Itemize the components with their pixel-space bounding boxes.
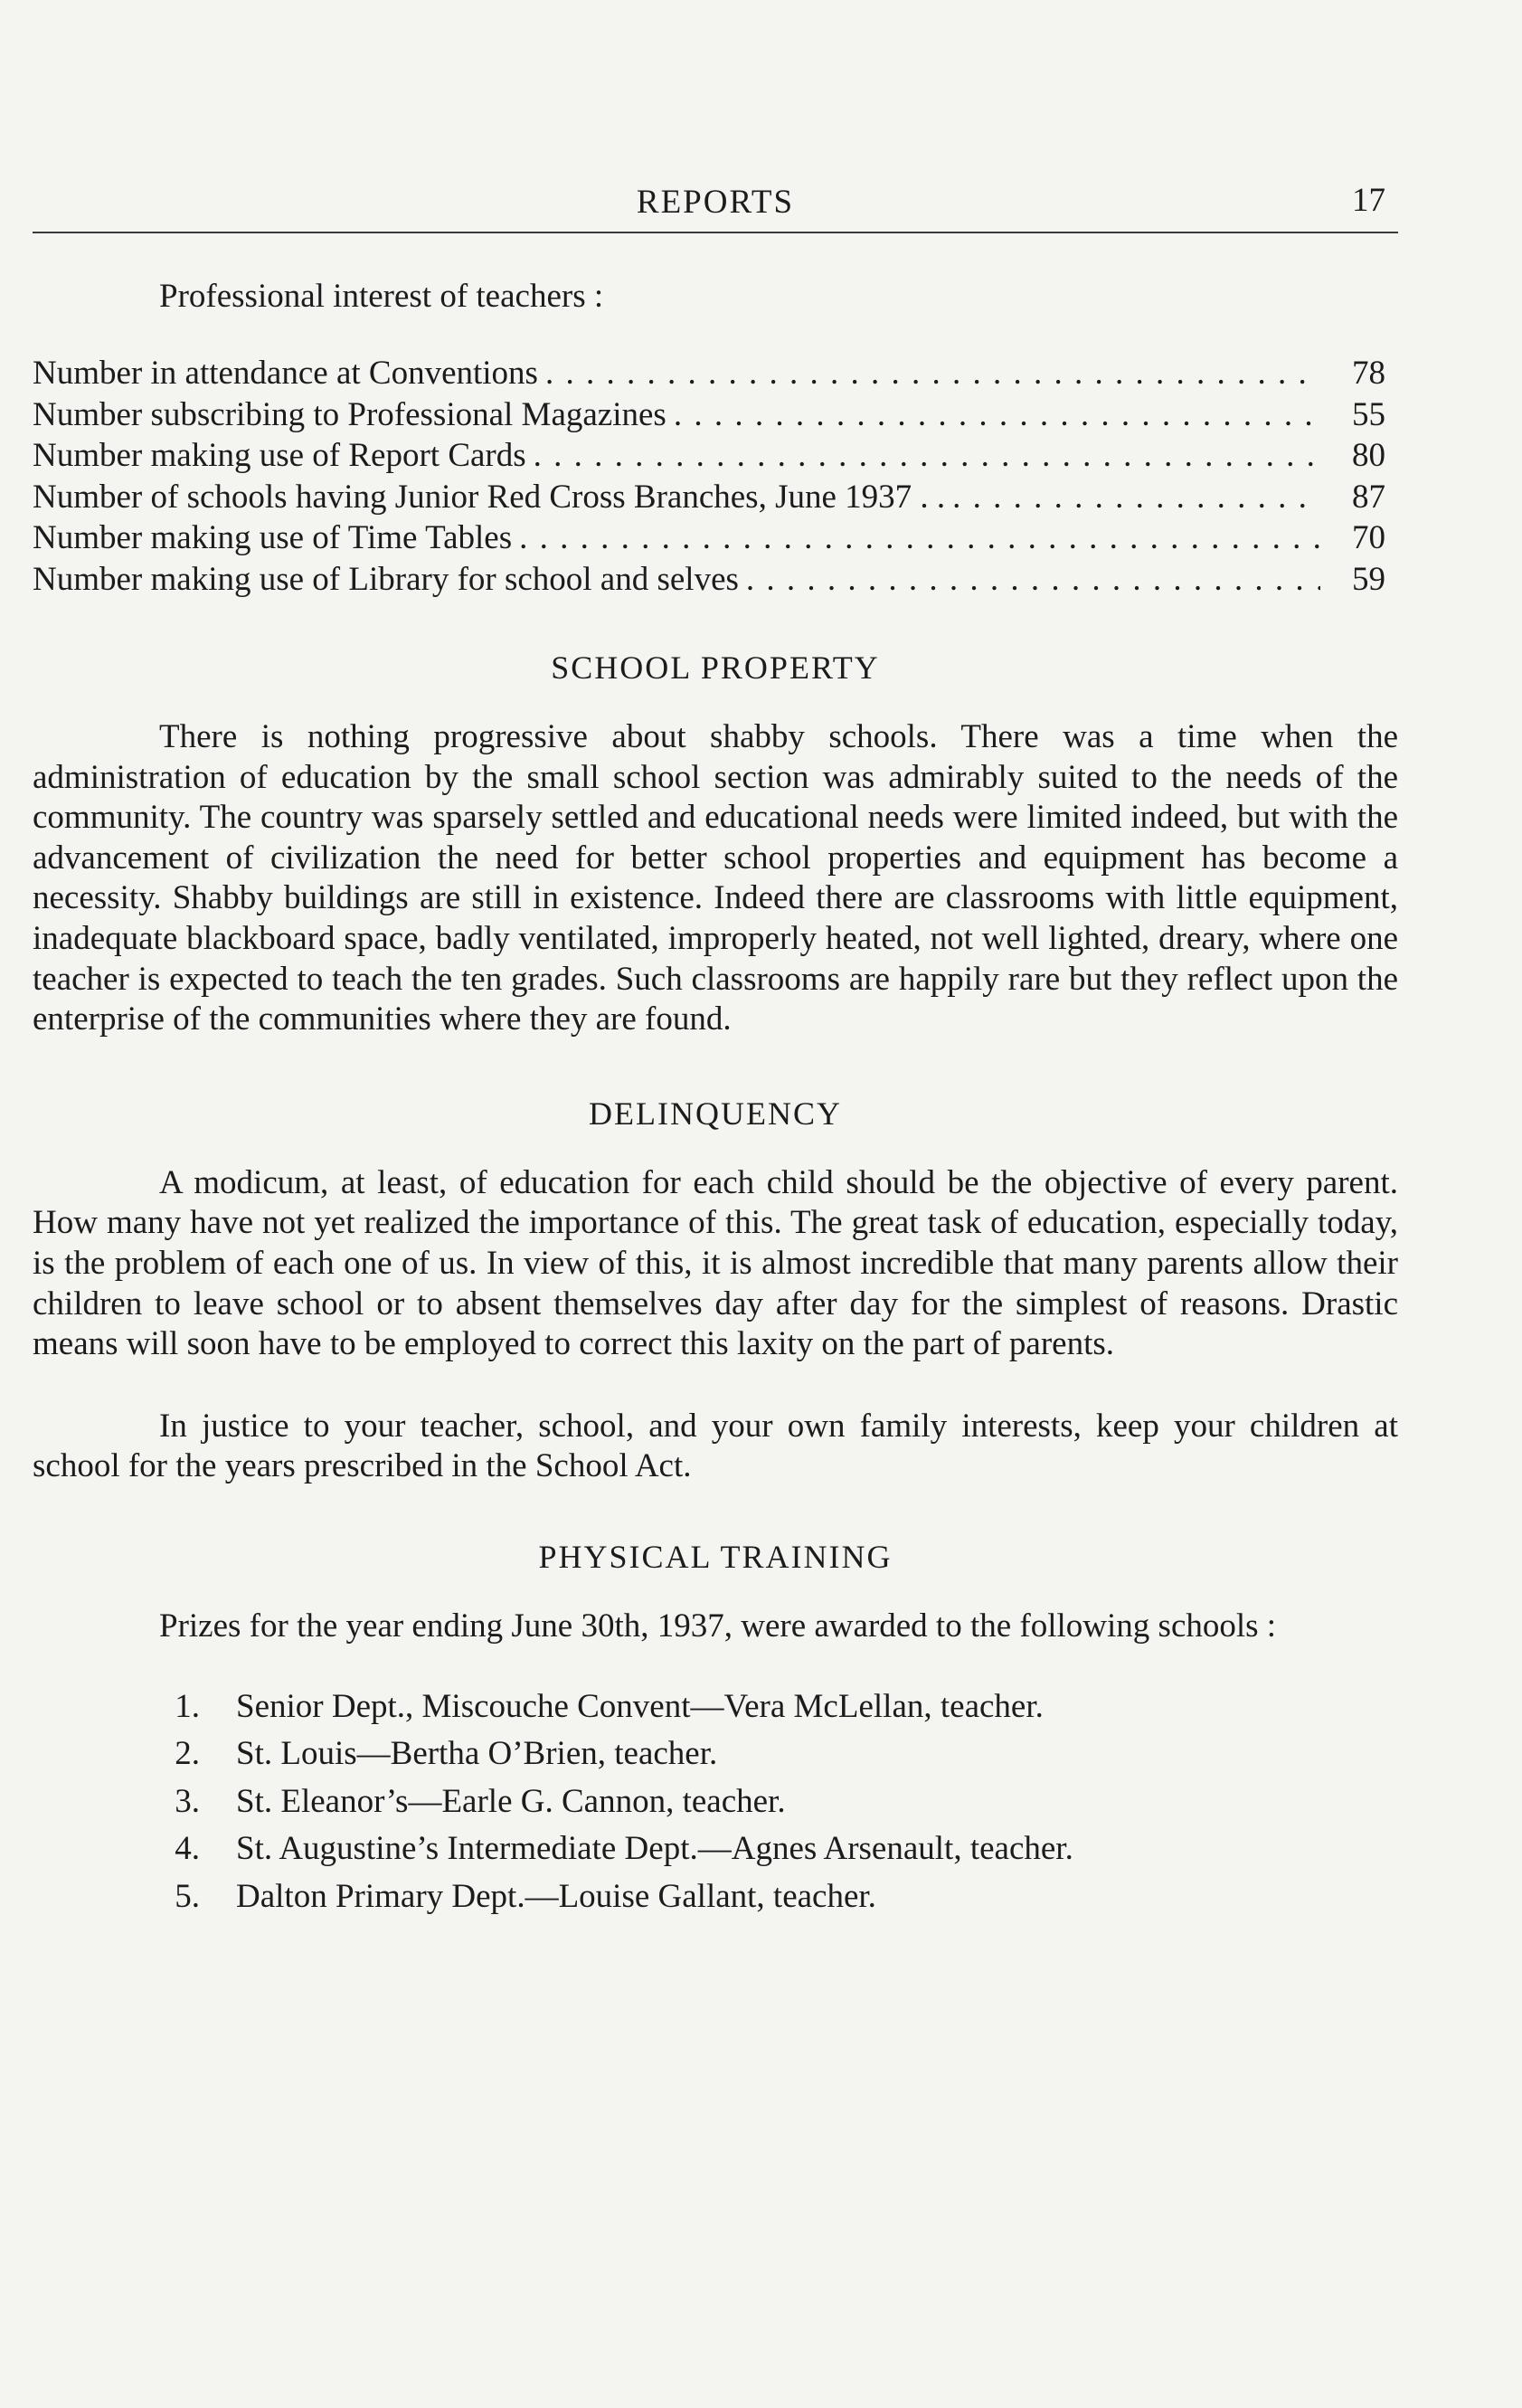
stat-value: 80 xyxy=(1352,437,1385,474)
prize-text: Dalton Primary Dept.—Louise Gallant, teacher. xyxy=(236,1877,876,1915)
prize-item xyxy=(33,1778,1398,1826)
dot-leader xyxy=(545,353,1320,394)
section-heading-delinquency: DELINQUENCY xyxy=(589,1095,842,1132)
prize-text: St. Augustine’s Intermediate Dept.—Agnes Arsenault, teacher. xyxy=(236,1830,1073,1867)
stat-label: Number in attendance at Conventions xyxy=(33,355,538,392)
prize-number: 3. xyxy=(175,1782,200,1820)
prize-number: 1. xyxy=(175,1687,200,1725)
dot-leader xyxy=(534,435,1320,477)
stat-label: Number subscribing to Professional Magazines xyxy=(33,395,666,433)
running-head xyxy=(33,172,1398,226)
document-page xyxy=(33,172,1398,1920)
prize-item xyxy=(33,1730,1398,1778)
dot-leader xyxy=(674,394,1320,436)
physical-training-intro: Prizes for the year ending June 30th, 1937, were awarded to the following schools : xyxy=(159,1607,1277,1645)
dot-leader xyxy=(746,559,1320,601)
prize-text: St. Louis—Bertha O’Brien, teacher. xyxy=(236,1735,718,1772)
stat-row xyxy=(33,559,1398,601)
stat-label: Number of schools having Junior Red Cross Branches, June 1937 . . xyxy=(33,478,946,516)
professional-interest-table xyxy=(33,353,1398,600)
delinquency-paragraph: In justice to your teacher, school, and your own family interests, keep your children at school for the years prescribed in the School Act. xyxy=(33,1407,1398,1485)
stat-value: 78 xyxy=(1352,355,1385,392)
dot-leader xyxy=(952,477,1320,518)
prize-text: Senior Dept., Miscouche Convent—Vera McLellan, teacher. xyxy=(236,1687,1044,1725)
stat-row xyxy=(33,394,1398,436)
prize-item xyxy=(33,1873,1398,1921)
stat-value: 87 xyxy=(1352,478,1385,516)
stat-row xyxy=(33,435,1398,477)
dot-leader xyxy=(519,517,1320,559)
stat-row xyxy=(33,353,1398,394)
stat-value: 70 xyxy=(1352,519,1385,556)
stat-row xyxy=(33,477,1398,518)
prize-number: 5. xyxy=(175,1877,200,1915)
section-heading-school-property: SCHOOL PROPERTY xyxy=(551,649,880,686)
header-rule xyxy=(33,232,1398,233)
prize-item xyxy=(33,1683,1398,1731)
stat-row xyxy=(33,517,1398,559)
school-property-paragraph: There is nothing progressive about shabby schools. There was a time when the administration of education by the small school section was admirably suited to the needs of the community. The country was sparsely settled and educational needs were limited indeed, but with the advancement of civilization the need for better school properties and equipment has become a necessity. Shabby buildings are still in existence. Indeed there are classrooms with little equipment, inadequate blackboard space, badly ventilated, improperly heated, not well lighted, dreary, where one teacher is expected to teach the ten grades. Such classrooms are happily rare but they reflect upon the enterprise of the communities where they are found. xyxy=(33,718,1398,1038)
stat-label: Number making use of Report Cards xyxy=(33,437,526,474)
professional-interest-lead: Professional interest of teachers : xyxy=(159,278,604,315)
stat-label: Number making use of Library for school and selves xyxy=(33,560,739,598)
prize-text: St. Eleanor’s—Earle G. Cannon, teacher. xyxy=(236,1782,786,1820)
stat-value: 55 xyxy=(1352,395,1385,433)
prize-number: 2. xyxy=(175,1735,200,1772)
stat-value: 59 xyxy=(1352,560,1385,598)
page-number: 17 xyxy=(1352,182,1385,219)
delinquency-paragraph: A modicum, at least, of education for each child should be the objective of every parent. How many have not yet realized the importance of this. The great task of education, especially today, is the problem of each one of us. In view of this, it is almost incredible that many parents allow their children to leave school or to absent themselves day after day for the simplest of reasons. Drastic means will soon have to be employed to correct this laxity on the part of parents. xyxy=(33,1163,1398,1363)
running-title: REPORTS xyxy=(636,184,795,221)
section-heading-physical-training: PHYSICAL TRAINING xyxy=(538,1538,893,1575)
prize-list xyxy=(33,1683,1398,1921)
prize-number: 4. xyxy=(175,1830,200,1867)
prize-item xyxy=(33,1825,1398,1873)
stat-label: Number making use of Time Tables xyxy=(33,519,513,556)
